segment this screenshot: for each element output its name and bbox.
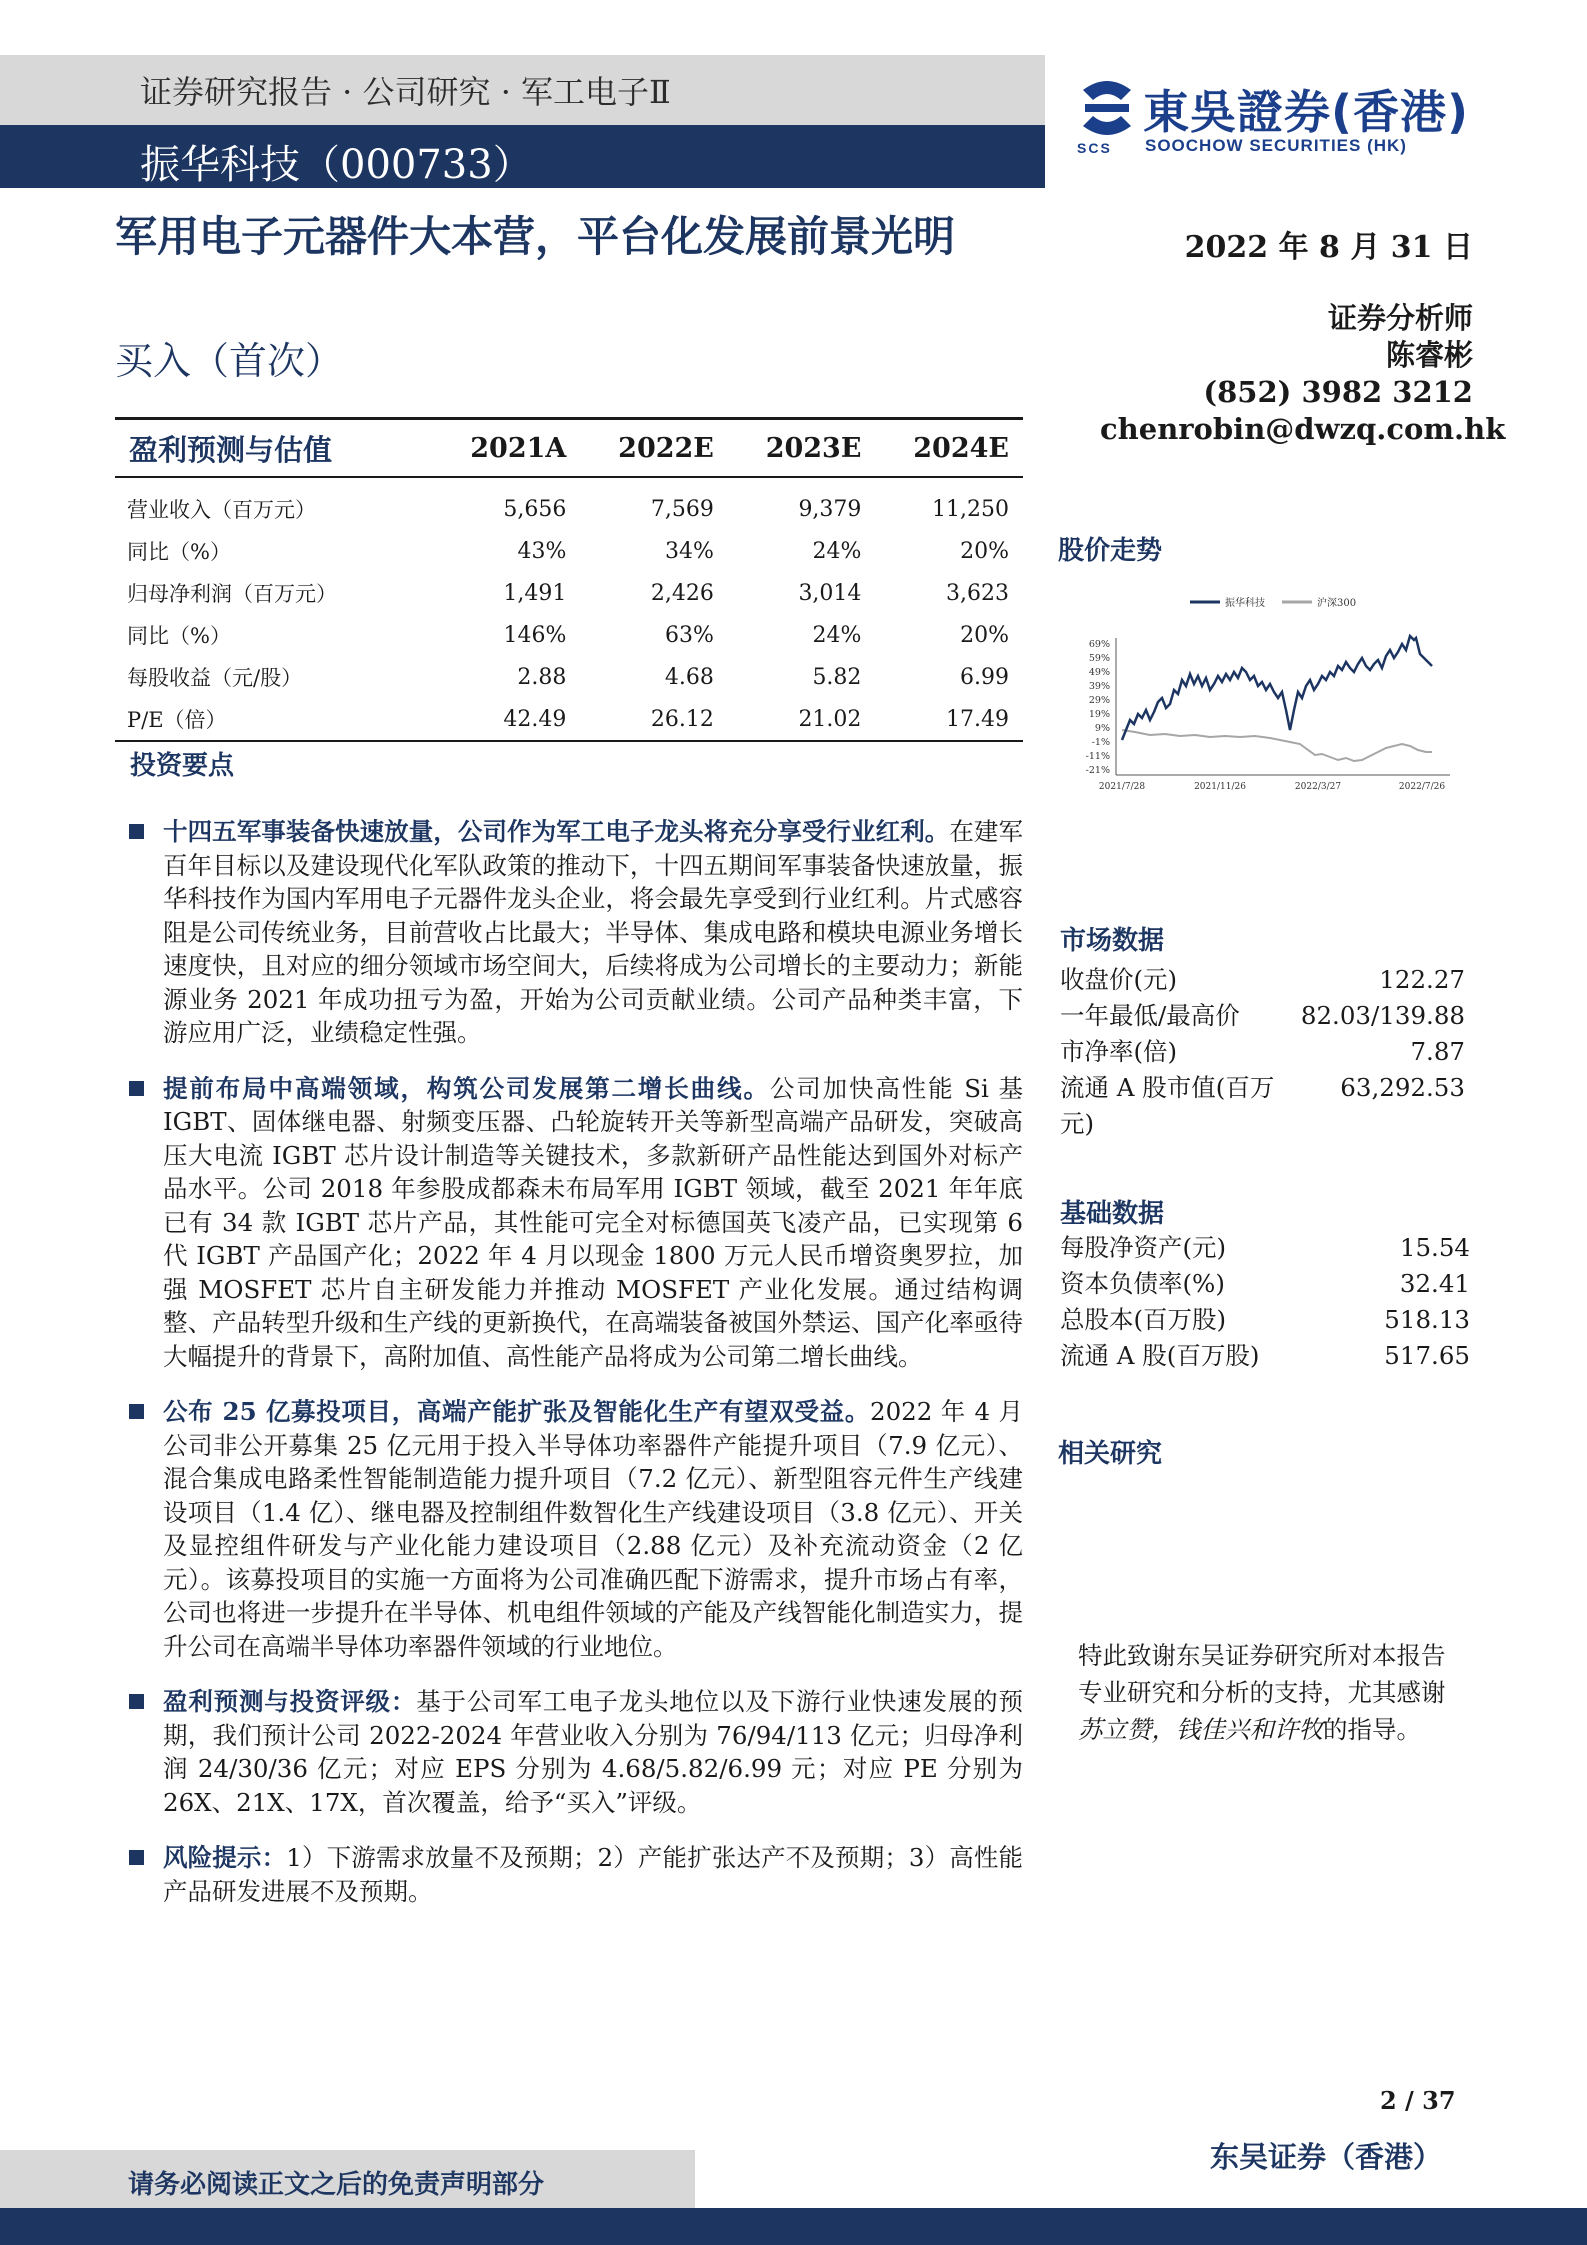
data-key: 每股净资产(元) bbox=[1060, 1233, 1227, 1262]
table-row bbox=[115, 656, 1023, 698]
cell: 26.12 bbox=[580, 698, 728, 741]
list-item bbox=[1060, 998, 1465, 1034]
bullet-square-icon bbox=[129, 1404, 144, 1419]
y-tick: 49% bbox=[1088, 667, 1110, 678]
y-tick: -1% bbox=[1091, 737, 1110, 748]
analyst-phone: (852) 3982 3212 bbox=[1203, 375, 1473, 409]
market-data-list bbox=[1060, 962, 1465, 1142]
data-value: 518.13 bbox=[1384, 1305, 1470, 1334]
forecast-title: 盈利预测与估值 bbox=[115, 419, 432, 478]
bullet-lead: 风险提示： bbox=[163, 1843, 287, 1872]
cell: 21.02 bbox=[728, 698, 876, 741]
forecast-table bbox=[115, 417, 1023, 742]
x-tick: 2022/3/27 bbox=[1294, 782, 1342, 792]
investment-bullets bbox=[125, 815, 1023, 1930]
cell: 3,014 bbox=[798, 580, 862, 606]
cell: 11,250 bbox=[932, 496, 1009, 522]
bullet-text: 2022 年 4 月公司非公开募集 25 亿元用于投入半导体功率器件产能提升项目（7.9 亿元）、混合集成电路柔性智能制造能力提升项目（7.2 亿元）、新型阻容元件生产线建设项目（1.4 亿）、继电器及控制组件数智化生产线建设项目（3.8 亿元）、开关及显控组件研发与产业化能力建设项目（2.88 亿元）及补充流动资金（2 亿元）。该募投项目的实施一方面将为公司准确匹配下游需求，提升市场占有率，公司也将进一步提升在半导体、机电组件领域的产能及产线智能化制造实力，提升公司在高端半导体功率器件领域的行业地位。 bbox=[163, 1397, 1023, 1661]
cell: 1,491 bbox=[503, 580, 567, 606]
data-key: 流通 A 股市值(百万元) bbox=[1060, 1073, 1275, 1138]
company-bar bbox=[0, 125, 1045, 188]
bullet-item bbox=[125, 815, 1023, 1050]
cell: 2,426 bbox=[650, 580, 714, 606]
y-tick: 29% bbox=[1088, 695, 1110, 706]
data-key: 收盘价(元) bbox=[1060, 965, 1178, 994]
bullet-lead: 盈利预测与投资评级： bbox=[163, 1687, 417, 1716]
footer-company: 东吴证券（香港） bbox=[1210, 2140, 1443, 2174]
y-tick: -21% bbox=[1085, 765, 1110, 776]
data-value: 82.03/139.88 bbox=[1300, 1001, 1465, 1030]
company-name: 振华科技（000733） bbox=[140, 142, 533, 188]
cell: 63% bbox=[664, 622, 714, 648]
row-label: 同比（%） bbox=[127, 624, 231, 648]
row-label: 营业收入（百万元） bbox=[127, 498, 316, 522]
data-value: 517.65 bbox=[1384, 1341, 1470, 1370]
year-header: 2024E bbox=[875, 419, 1023, 478]
bullet-square-icon bbox=[129, 1850, 144, 1865]
cell: 20% bbox=[960, 622, 1009, 648]
logo-english: SOOCHOW SECURITIES (HK) bbox=[1145, 136, 1407, 155]
thanks-pre: 特此致谢东吴证券研究所对本报告专业研究和分析的支持，尤其感谢 bbox=[1078, 1641, 1446, 1707]
y-tick: 19% bbox=[1088, 709, 1110, 720]
bullet-item bbox=[125, 1395, 1023, 1663]
stock-line bbox=[1122, 636, 1432, 740]
y-tick: 39% bbox=[1088, 681, 1110, 692]
bullet-lead: 十四五军事装备快速放量，公司作为军工电子龙头将充分享受行业红利。 bbox=[163, 817, 950, 846]
row-label: P/E（倍） bbox=[115, 698, 432, 741]
market-data-heading: 市场数据 bbox=[1060, 926, 1165, 956]
thanks-post: 的指导。 bbox=[1323, 1715, 1421, 1744]
index-line bbox=[1122, 730, 1432, 761]
cell: 5,656 bbox=[503, 496, 567, 522]
logo-short: SCS bbox=[1077, 140, 1112, 156]
data-key: 资本负债率(%) bbox=[1060, 1269, 1225, 1298]
footer-band bbox=[0, 2208, 1587, 2245]
cell: 20% bbox=[960, 538, 1009, 564]
rating: 买入（首次） bbox=[115, 339, 344, 383]
footer-disclaimer-bar bbox=[0, 2150, 695, 2208]
row-label: 同比（%） bbox=[127, 540, 231, 564]
data-value: 122.27 bbox=[1379, 965, 1465, 994]
analyst-name: 陈睿彬 bbox=[1385, 338, 1473, 372]
data-key: 市净率(倍) bbox=[1060, 1037, 1178, 1066]
year-header: 2021A bbox=[432, 419, 580, 478]
bullet-square-icon bbox=[129, 824, 144, 839]
stock-chart-heading: 股价走势 bbox=[1058, 536, 1163, 566]
data-key: 总股本(百万股) bbox=[1060, 1305, 1227, 1334]
list-item bbox=[1060, 1338, 1470, 1374]
x-tick: 2022/7/26 bbox=[1398, 782, 1446, 792]
legend-index: 沪深300 bbox=[1317, 598, 1357, 609]
data-key: 一年最低/最高价 bbox=[1060, 1001, 1240, 1030]
bullet-item bbox=[125, 1072, 1023, 1374]
table-row bbox=[115, 572, 1023, 614]
data-value: 15.54 bbox=[1399, 1233, 1470, 1262]
row-label: 归母净利润（百万元） bbox=[127, 582, 337, 606]
bullet-text: 公司加快高性能 Si 基 IGBT、固体继电器、射频变压器、凸轮旋转开关等新型高端产品研发，突破高压大电流 IGBT 芯片设计制造等关键技术，多款新研产品性能达到国外对标产品水平。公司 2018 年参股成都森未布局军用 IGBT 领域，截至 2021 年年底已有 34 款 IGBT 芯片产品，其性能可完全对标德国英飞凌产品，已实现第 6 代 IGBT 产品国产化；2022 年 4 月以现金 1800 万元人民币增资奥罗拉，加强 MOSFET 芯片自主研发能力并推动 MOSFET 产业化发展。通过结构调整、产品转型升级和生产线的更新换代，在高端装备被国外禁运、国产化率亟待大幅提升的背景下，高附加值、高性能产品将成为公司第二增长曲线。 bbox=[163, 1073, 1023, 1371]
cell: 2.88 bbox=[517, 664, 567, 690]
cell: 4.68 bbox=[664, 664, 714, 690]
y-tick: 59% bbox=[1088, 653, 1110, 664]
report-category-bar bbox=[0, 55, 1045, 125]
analyst-email[interactable]: chenrobin@dwzq.com.hk bbox=[1100, 412, 1506, 446]
list-item bbox=[1060, 1266, 1470, 1302]
legend-stock: 振华科技 bbox=[1225, 598, 1265, 609]
cell: 5.82 bbox=[812, 664, 862, 690]
bullet-text: 1）下游需求放量不及预期；2）产能扩张达产不及预期；3）高性能产品研发进展不及预期。 bbox=[163, 1843, 1023, 1906]
bullet-text: 基于公司军工电子龙头地位以及下游行业快速发展的预期，我们预计公司 2022-2024 年营业收入分别为 76/94/113 亿元；归母净利润 24/30/36 亿元；对应 EPS 分别为 4.68/5.82/6.99 元；对应 PE 分别为 26X、21X、17X，首次覆盖，给予“买入”评级。 bbox=[163, 1687, 1024, 1817]
data-value: 7.87 bbox=[1410, 1037, 1465, 1066]
year-header: 2023E bbox=[728, 419, 876, 478]
list-item bbox=[1060, 962, 1465, 998]
table-row bbox=[115, 530, 1023, 572]
footer-disclaimer: 请务必阅读正文之后的免责声明部分 bbox=[128, 2170, 545, 2200]
row-label: 每股收益（元/股） bbox=[127, 666, 303, 690]
cell: 24% bbox=[812, 622, 862, 648]
table-row bbox=[115, 698, 1023, 741]
y-tick: -11% bbox=[1085, 751, 1110, 762]
bullet-square-icon bbox=[129, 1081, 144, 1096]
acknowledgement bbox=[1078, 1637, 1453, 1748]
bullet-text: 在建军百年目标以及建设现代化军队政策的推动下，十四五期间军事装备快速放量，振华科技作为国内军用电子元器件龙头企业，将会最先享受到行业红利。片式感容阻是公司传统业务，目前营收占比最大；半导体、集成电路和模块电源业务增长速度快，且对应的细分领域市场空间大，后续将成为公司增长的主要动力；新能源业务 2021 年成功扭亏为盈，开始为公司贡献业绩。公司产品种类丰富，下游应用广泛，业绩稳定性强。 bbox=[163, 817, 1024, 1047]
analyst-role: 证券分析师 bbox=[1327, 301, 1473, 335]
year-header: 2022E bbox=[580, 419, 728, 478]
logo-chinese: 東吳證券(香港) bbox=[1143, 85, 1470, 139]
data-value: 63,292.53 bbox=[1340, 1073, 1465, 1102]
bullet-lead: 公布 25 亿募投项目，高端产能扩张及智能化生产有望双受益。 bbox=[163, 1397, 870, 1426]
report-title: 军用电子元器件大本营，平台化发展前景光明 bbox=[115, 212, 956, 261]
list-item bbox=[1060, 1230, 1470, 1266]
cell: 24% bbox=[812, 538, 862, 564]
analyst-info bbox=[1100, 300, 1506, 448]
thanks-names: 苏立赞，钱佳兴和许牧 bbox=[1078, 1715, 1323, 1744]
cell: 9,379 bbox=[798, 496, 862, 522]
x-tick: 2021/7/28 bbox=[1098, 782, 1146, 792]
data-key: 流通 A 股(百万股) bbox=[1060, 1341, 1260, 1370]
data-value: 32.41 bbox=[1399, 1269, 1470, 1298]
cell: 43% bbox=[517, 538, 567, 564]
stock-price-chart bbox=[1060, 580, 1550, 835]
table-row bbox=[115, 477, 1023, 530]
x-tick: 2021/11/26 bbox=[1194, 782, 1246, 792]
bullet-square-icon bbox=[129, 1694, 144, 1709]
bullet-item bbox=[125, 1841, 1023, 1908]
page-number: 2 / 37 bbox=[1380, 2086, 1456, 2115]
cell: 42.49 bbox=[432, 698, 580, 741]
report-category: 证券研究报告 · 公司研究 · 军工电子Ⅱ bbox=[140, 73, 671, 111]
list-item bbox=[1060, 1302, 1470, 1338]
bullet-item bbox=[125, 1685, 1023, 1819]
report-date: 2022 年 8 月 31 日 bbox=[1184, 230, 1473, 265]
scs-logo-icon bbox=[1075, 78, 1139, 138]
y-tick: 9% bbox=[1094, 723, 1110, 734]
cell: 3,623 bbox=[946, 580, 1009, 606]
cell: 17.49 bbox=[875, 698, 1023, 741]
table-row bbox=[115, 614, 1023, 656]
cell: 146% bbox=[503, 622, 567, 648]
soochow-logo bbox=[1075, 78, 1480, 160]
basic-data-list bbox=[1060, 1230, 1470, 1374]
cell: 34% bbox=[664, 538, 714, 564]
cell: 6.99 bbox=[960, 664, 1009, 690]
bullet-lead: 提前布局中高端领域，构筑公司发展第二增长曲线。 bbox=[163, 1073, 770, 1103]
y-tick: 69% bbox=[1088, 639, 1110, 650]
list-item bbox=[1060, 1034, 1465, 1070]
related-research-heading: 相关研究 bbox=[1058, 1439, 1163, 1469]
list-item bbox=[1060, 1070, 1465, 1142]
basic-data-heading: 基础数据 bbox=[1060, 1199, 1165, 1229]
cell: 7,569 bbox=[650, 496, 714, 522]
investment-heading: 投资要点 bbox=[130, 751, 235, 781]
